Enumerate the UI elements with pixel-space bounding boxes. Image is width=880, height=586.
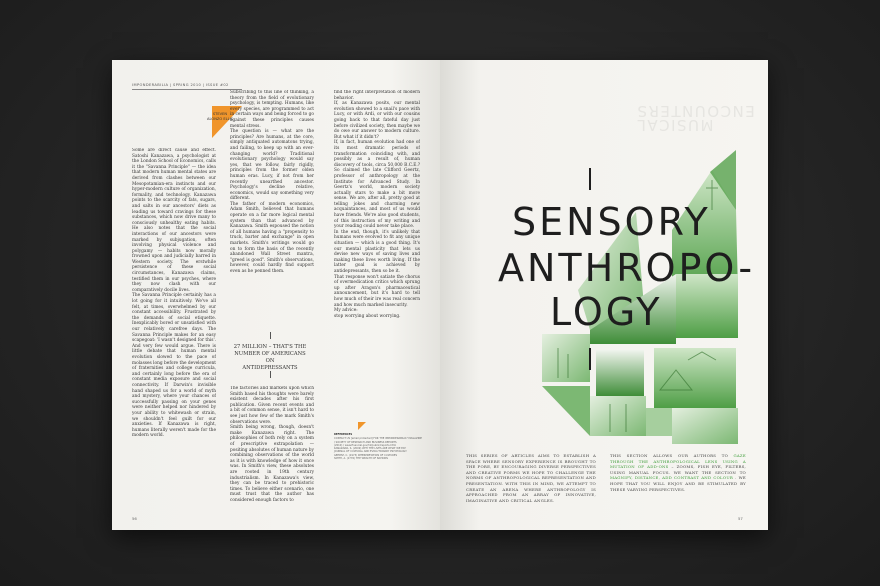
magazine-spread [112,60,768,530]
title-line-3: LOGY [550,290,663,334]
right-page [440,60,768,530]
text-column-2-continued [230,386,314,508]
paragraph: That response won't satiate the chorus of overmedication critics which sprung up after Aragon's pharmaceutical announcement, but it's hard to tell how much of their ire was real concern and how much marked insecurity. [334,274,420,308]
collage-photo-triangle-low [542,386,590,436]
paragraph: The factories and markets upon which Smith based his thoughts were barely existent decades after his first publication. Given recent events and a bit of common sense, it isn't hard to see just how few of the mark Smith's observations were. [230,386,314,425]
text-column-2 [230,90,314,326]
collage-photo-small-left [542,334,590,382]
pullquote-line: NUMBER OF AMERICANS ON [234,351,306,364]
collage-photo-building [654,348,736,408]
intro-paragraph-left: THIS SERIES OF ARTICLES AIMS TO ESTABLISH A SPACE WHERE SENSORY EXPERIENCE IS BROUGHT TO THE FORE, BY ENCOURAGING DIVERSE PERSPECTIVES AND CREATIVE FORMS WE HOPE TO CHALLENGE THE NORMS OF ANTHROPOLOGICAL REPRESENTATION AND PRESENTATION. WITH THIS IN MIND, WE ATTEMPT TO CREATE AN ARENA WHERE ANTHROPOLOGY IS APPROACHED FROM AN ARRAY OF INNOVATIVE, IMAGINATIVE AND CRITICAL ANGLES. [466,453,596,503]
intro-text: . WE HOPE THAT YOU WILL ENJOY AND BE STIMULATED BY THESE VARYING PERSPECTIVES. [610,475,746,492]
advice-line: My advice: [334,308,358,314]
ghost-line: MUSICAL [636,116,714,134]
paragraph: The Savanna Principle certainly has a lot going for it intuitively. We've all felt, at times, overwhelmed by our constant accessibility. Frustrated by the demands of social etiquette. Inexplicably bored or unsatisfied with our relatively carefree days. The Savanna Principle makes for an easy scapegoat: 'I wasn't designed for this'. And very few would argue. There is little debate that human mental evolution slowed to the pace of molasses long before the development of fraternities and college curricula, and certainly long before the era of constant media exposure and social connectivity. If Darwin's invisible hand shaped us for a world of myth and mystery, where your chances of successfully passing on your genes were neither helped nor hindered by your ability to whitewash or strain, we shouldn't feel guilt for our anxieties. If Kanazawa is right, humans literally weren't made for the modern world. [132,293,216,439]
collage-photo-bottom-right [672,408,738,444]
title-bar-bottom [589,348,591,370]
paragraph: Some are direct cause and effect. Satoshi Kanazawa, a psychologist at the London School of Economics, calls it the "Savanna Principle" — the idea that modern human mental states are derived from clashes between our Mesopotamian-era instincts and our hyper-modern culture of organization, formality, and technology. Kanazawa points to the scarcity of fats, sugars, and salts in our ancestors' diets as leading us toward cravings for these substances, which now drive many to consciously unhealthy eating habits. He also notes that the social interactions of our ancestors were marked by subjugation, often involving physical violence and polygamy — habits now morally frowned upon and judicially barred in Western society. The erstwhile persistence of these social circumstances, Kanazawa claims, testified them in our psyches, where they now clash with our comparatively docile lives. [132,148,216,293]
text-column-3 [334,90,420,406]
pull-quote [230,344,310,372]
ghost-line: ENCOUNTERS [636,102,755,120]
paragraph: If, as Kanazawa posits, our mental evolution showed to a snail's pace with Lucy, or with Ardi, or with our cousins going back to that fateful day just before civilized society, then maybe we do owe our answer to modern culture. But what if it didn't? [334,101,420,140]
paragraph: If, in fact, human evolution had one of its most dramatic periods of transformation coinciding with, and possibly as a result of, human discovery of tools, circa 50,000 B.C.E.? So claimed the late Clifford Geertz, professor of anthropology at the Institute for Advanced Study. In Geertz's world, modern society actually stars to make a bit more sense. We are, after all, pretty good at telling jokes and charming new acquaintances, and most of us would have friends. We're also good students, of this instruction of my writing and your reading could never take place. [334,140,420,230]
title-bar-top [589,168,591,190]
collage-photo-centre [596,350,644,396]
pullquote-rule-top [270,332,271,339]
header-rule [132,89,242,90]
page-number-right: 57 [738,516,743,521]
paragraph: The question is — what are the principles? Are humans, at the core, simply antiquated automatons trying, and failing, to keep up with an ever-changing world? Traditional evolutionary psychology would say yes, that we follow, fairly rigidly, principles from the former olden human eras. Lucy, if not from her recently unearthed ancestor. Psychology's decline relative, economics, would say something very different. [230,129,314,202]
text-column-1 [132,148,216,508]
left-page [112,60,440,530]
reference-item: KANAZAWA, S. (2009) WHY THE LIVES ARE WHAT WE EAT [334,447,406,451]
author-last-name: ALONZO ELLIS [207,117,233,121]
reference-item: SMITH, A. (1776) THE WEALTH OF NATIONS [334,457,388,461]
pullquote-line: 27 MILLION – THAT'S THE [233,344,307,350]
reference-item: GEERTZ, C. (1973) INTERPRETATION OF CULTURES [334,453,398,457]
intro-text: – ZOOMS, FISH EYE, FILTERS, USING MANUAL FOCUS. WE WANT THE SECTION TO [610,464,746,475]
intro-highlight: GAZE THROUGH THE ANTHROPOLOGICAL LENS USING A MUTATION OF ADD-ONS [610,453,746,470]
page-number-left: 56 [132,516,137,521]
advice-line: stop worrying about worrying. [334,313,401,319]
reference-item: JOURNAL OF CULTURAL AND EVOLUTIONARY PSYCHOLOGY [334,450,407,454]
author-first-name: STEVEN [212,112,228,116]
pullquote-line: ANTIDEPRESSANTS [242,365,298,371]
paragraph: The father of modern economics, Adam Smith, believed that humans operate on a far more logical mental system than that advanced by Kanazawa. Smith espoused the notion of all humans having a "propensity to truck, barter and exchange" in open markets. Smith's writings would go on to form the basis of the recently abandoned Wall Street mantra, "greed is good". Smith's observations, however, could hardly find support even as he penned them. [230,201,314,274]
reference-item: CONTACT US [email protected] FOR THE IMPONDERABILIA* MAGAZINE / SOCIETY OF RESEARCH AND BUSINESS REPORTS [334,437,422,444]
intro-highlight: MAGNIFY, DISTANCE, ADD CONTRAST AND COLOUR [610,475,734,481]
pullquote-rule-bottom [270,371,271,378]
intro-paragraph-right [610,453,746,492]
title-line-1: SENSORY [512,200,711,244]
paragraph: Smith being wrong, though, doesn't make Kanazawa right. The philosophies of both rely on a system of prescriptive extrapolation — positing absolutes of human nature by combining observations of the world as it is with knowledge of how it once was. In Smith's view, these absolutes are rooted in 19th century industrialism. In Kanazawa's view, they can be traced to prehistoric times. To believe either scenario, one must trust that the author has considered enough factors to [230,425,314,503]
references-heading: REFERENCES [334,433,353,436]
reference-item: (2010) / www.financial.gov/h2/public/reports.html [334,443,397,447]
collage-photo-columns [590,396,646,436]
collage-photo-figure [646,408,672,436]
paragraph: Subscribing to this line of thinking, a theory from the field of evolutionary psychology, is tempting. Humans, like every species, are programmed to act in certain ways and being forced to go against these principles causes mental stress. [230,90,314,129]
intro-text: THIS SECTION ALLOWS OUR AUTHORS TO [610,453,729,458]
references-block [334,433,422,460]
paragraph: find the right interpretation of modern behavior. [334,90,420,101]
title-line-2: ANTHROPO- [498,246,756,290]
paragraph: In the end, though, it's unlikely that humans were evolved to fit any unique situation — which is a good thing. It's our mental plasticity that lets us devise new ways of saving lives and making these lives worth living. If the latter goal is achieved by antidepressants, then so be it. [334,229,420,274]
running-header: IMPONDERABILIA | SPRING 2010 | ISSUE #02 [132,83,229,87]
orange-references-marker [358,422,366,430]
